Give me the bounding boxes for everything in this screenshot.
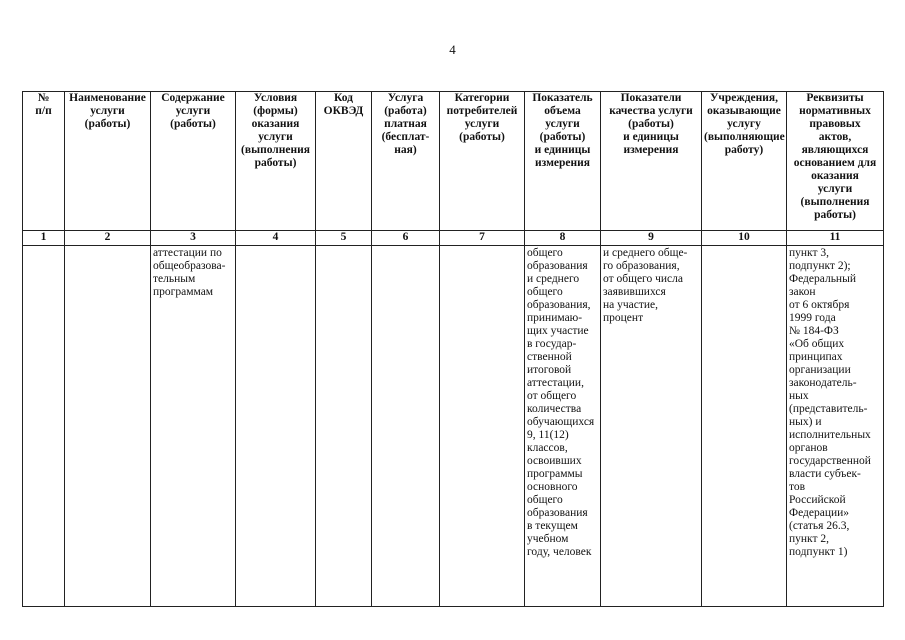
- column-number: 11: [787, 231, 884, 246]
- cell-institutions: [702, 246, 787, 607]
- header-legal-acts: Реквизиты нормативных правовых актов, являющихся основанием для оказания услуги (выполнения работы): [787, 92, 884, 231]
- header-okved: Код ОКВЭД: [316, 92, 372, 231]
- cell-service-name: [65, 246, 151, 607]
- services-table: [22, 91, 884, 607]
- column-number-row: [23, 231, 884, 246]
- table-row: [23, 246, 884, 607]
- header-volume: Показатель объема услуги (работы) и единицы измерения: [525, 92, 601, 231]
- column-number: 8: [525, 231, 601, 246]
- column-number: 9: [601, 231, 702, 246]
- column-number: 4: [236, 231, 316, 246]
- column-number: 10: [702, 231, 787, 246]
- page-number: 4: [449, 42, 456, 57]
- cell-conditions: [236, 246, 316, 607]
- cell-consumers: [440, 246, 525, 607]
- header-row: [23, 92, 884, 231]
- header-num: № п/п: [23, 92, 65, 231]
- cell-service-content: аттестации по общеобразова- тельным программам: [151, 246, 236, 607]
- cell-legal-acts: пункт 3, подпункт 2); Федеральный закон от 6 октября 1999 года № 184-ФЗ «Об общих принципах организации законодатель- ных (представитель- ных) и исполнительных органов государственной власти субъек- тов Российской Федерации» (статья 26.3, пункт 2, подпункт 1): [787, 246, 884, 607]
- cell-okved: [316, 246, 372, 607]
- column-number: 2: [65, 231, 151, 246]
- header-paid: Услуга (работа) платная (бесплат- ная): [372, 92, 440, 231]
- cell-num: [23, 246, 65, 607]
- column-number: 5: [316, 231, 372, 246]
- header-service-content: Содержание услуги (работы): [151, 92, 236, 231]
- header-institutions: Учреждения, оказывающие услугу (выполняющие работу): [702, 92, 787, 231]
- column-number: 1: [23, 231, 65, 246]
- header-consumers: Категории потребителей услуги (работы): [440, 92, 525, 231]
- column-number: 7: [440, 231, 525, 246]
- column-number: 6: [372, 231, 440, 246]
- cell-quality: и среднего обще- го образования, от общего числа заявившихся на участие, процент: [601, 246, 702, 607]
- column-number: 3: [151, 231, 236, 246]
- header-quality: Показатели качества услуги (работы) и единицы измерения: [601, 92, 702, 231]
- header-conditions: Условия (формы) оказания услуги (выполнения работы): [236, 92, 316, 231]
- cell-paid: [372, 246, 440, 607]
- header-service-name: Наименование услуги (работы): [65, 92, 151, 231]
- cell-volume: общего образования и среднего общего образования, принимаю- щих участие в государ- ственной итоговой аттестации, от общего количества обучающихся 9, 11(12) классов, освоивших программы основного общего образования в текущем учебном году, человек: [525, 246, 601, 607]
